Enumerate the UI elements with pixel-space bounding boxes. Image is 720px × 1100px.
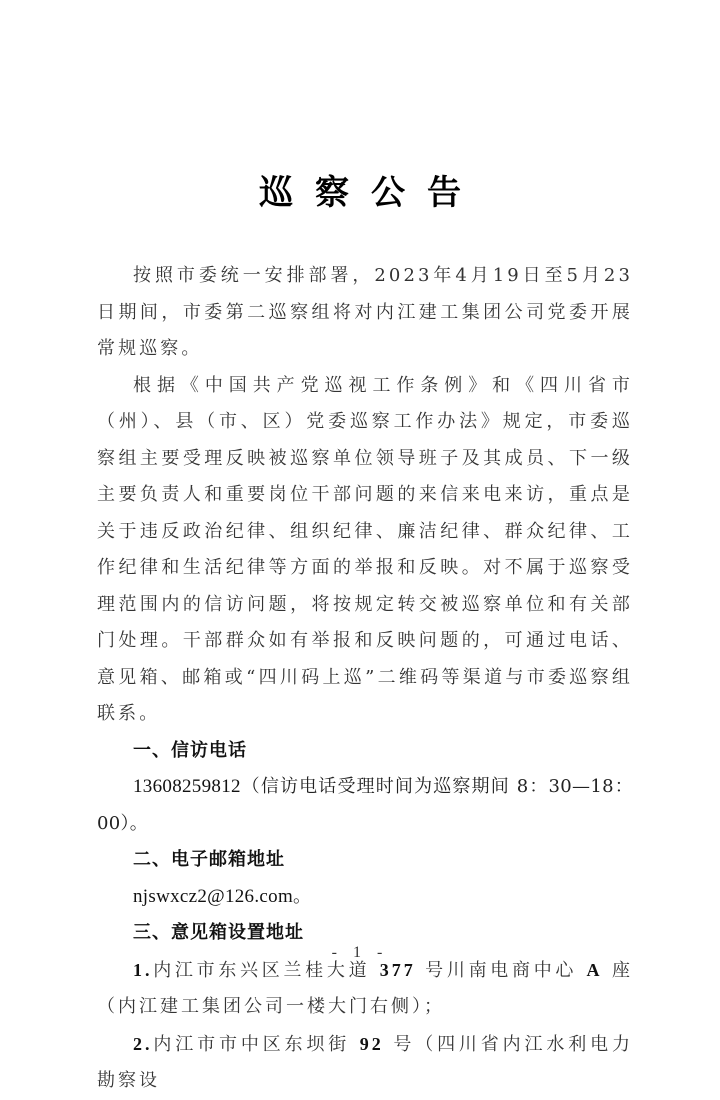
phone-number: 13608259812 [133, 776, 241, 797]
scope-paragraph: 根据《中国共产党巡视工作条例》和《四川省市（州）、县（市、区）党委巡察工作办法》规定，市委巡察组主要受理反映被巡察单位领导班子及其成员、下一级主要负责人和重要岗位干部问题的来信来电来访，重点是关于违反政治纪律、组织纪律、廉洁纪律、群众纪律、工作纪律和生活纪律等方面的举报和反映。对不属于巡察受理范围内的信访问题，将按规定转交被巡察单位和有关部门处理。干部群众如有举报和反映问题的，可通过电话、意见箱、邮箱或“四川码上巡”二维码等渠道与市委巡察组联系。 [97, 374, 633, 724]
page-number: - 1 - [331, 944, 389, 961]
email-line [97, 879, 633, 916]
document-body [97, 258, 633, 1100]
address-item-1 [97, 952, 633, 1026]
address-text: 号川南电商中心 [415, 959, 587, 981]
email-address: njswxcz2@126.com [133, 885, 294, 907]
document-title: 巡察公告 [259, 173, 483, 213]
address-item-2 [97, 1026, 633, 1100]
phone-note: （信访电话受理时间为巡察期间 8：30—18：00）。 [97, 776, 633, 834]
address-number: 377 [379, 959, 416, 980]
intro-paragraph: 按照市委统一安排部署，2023年4月19日至5月23日期间，市委第二巡察组将对内江建工集团公司党委开展常规巡察。 [97, 265, 633, 359]
phone-line [97, 769, 633, 842]
address-text: 座（内江建工集团公司一楼大门右侧）； [97, 959, 633, 1017]
address-number: 92 [359, 1033, 384, 1054]
address-building: A [586, 959, 603, 980]
address-text: 号（四川省内江水利电力勘察设 [97, 1033, 633, 1091]
address-index: 2. [133, 1033, 153, 1054]
section-heading-phone: 一、信访电话 [133, 739, 247, 761]
email-suffix: 。 [293, 885, 312, 907]
address-text: 内江市市中区东坝街 [152, 1033, 360, 1055]
section-heading-email: 二、电子邮箱地址 [133, 849, 285, 870]
address-text: 内江市东兴区兰桂大道 [152, 959, 380, 981]
address-index: 1. [133, 959, 153, 980]
section-heading-suggestion-box: 三、意见箱设置地址 [133, 922, 304, 943]
